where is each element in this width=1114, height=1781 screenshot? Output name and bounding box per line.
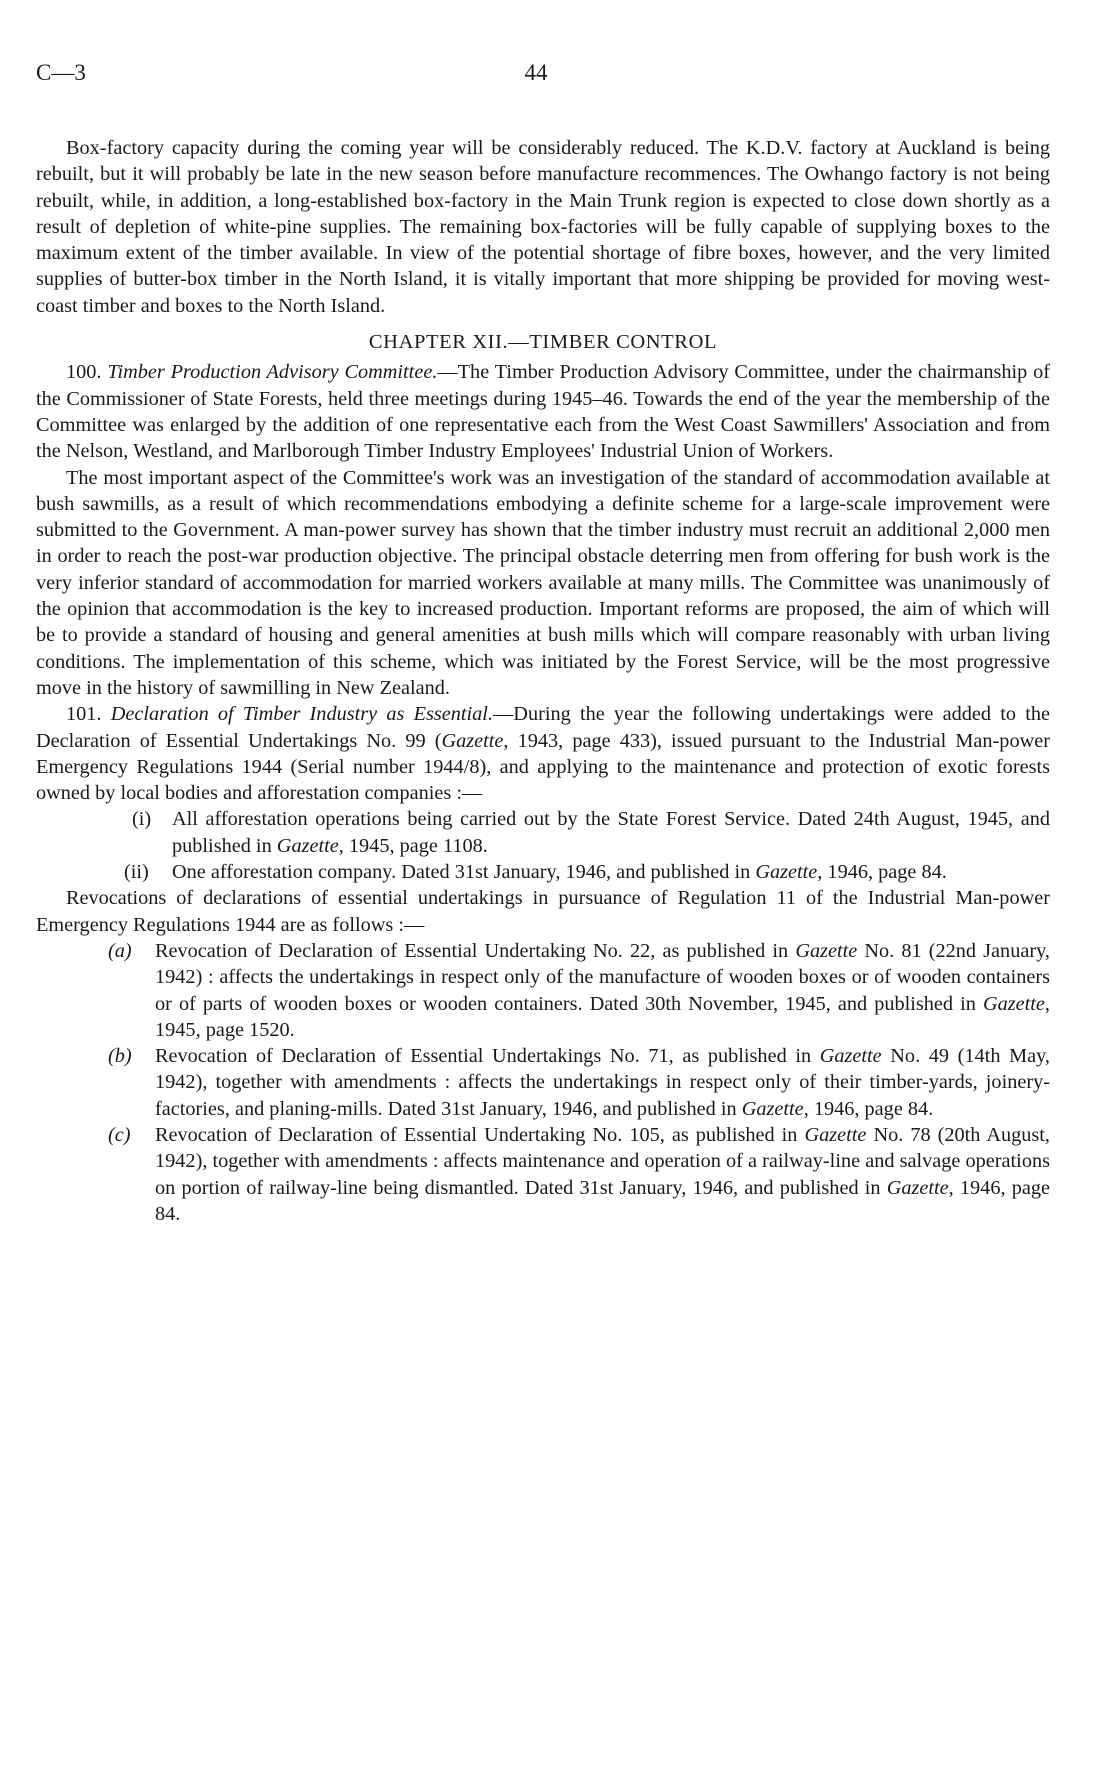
page-number: 44 (524, 60, 548, 85)
section-101-number: 101. (66, 703, 102, 726)
list-item-text: , 1945, page 1108. (338, 834, 488, 857)
gazette-reference: Gazette (819, 1045, 882, 1068)
gazette-reference: Gazette (441, 729, 504, 752)
chapter-heading: CHAPTER XII.—TIMBER CONTROL (368, 331, 718, 354)
opening-paragraph: Box-factory capacity during the coming year will be considerably reduced. The K.D.V. factory at Auckland is being rebuilt, but it will probably be late in the new season before manufacture recommences. The Owhango factory is not being rebuilt, while, in addition, a long-established box-factory in the Main Trunk region is expected to close down shortly as a result of depletion of white-pine supplies. The remaining box-factories will be fully capable of supplying boxes to the maximum extent of the timber available. In view of the potential shortage of fibre boxes, however, and the very limited supplies of butter-box timber in the North Island, it is vitally important that more shipping be provided for moving west-coast timber and boxes to the North Island. (36, 137, 1050, 317)
page-header (36, 60, 1050, 100)
gazette-reference: Gazette (804, 1123, 867, 1146)
list-item (36, 1122, 1050, 1227)
list-item (36, 1043, 1050, 1122)
section-100-text: —The Timber Production Advisory Committee, under the chairmanship of the Commissioner of State Forests, held three meetings during 1945–46. Towards the end of the year the membership of the Committee was enlarged by the addition of one representative each from the West Coast Sawmillers' Association and from the Nelson, Westland, and Marlborough Timber Industry Employees' Industrial Union of Workers. (36, 361, 1050, 463)
list-item-text: Revocation of Declaration of Essential Undertaking No. 105, as published in (155, 1123, 805, 1146)
list-item-text: , 1946, page 84. (803, 1097, 934, 1120)
list-item-text: All afforestation operations being carried out by the State Forest Service. Dated 24th August, 1945, and published in (172, 808, 1050, 857)
list-item-text: Revocation of Declaration of Essential Undertakings No. 71, as published in (155, 1045, 820, 1068)
list-item-label: (b) (108, 1045, 132, 1068)
list-item-text: No. 78 (20th August, 1942), together with amendments : affects maintenance and operation of a railway-line and salvage operations on portion of railway-line being dismantled. Dated 31st January, 1946, and published in (155, 1123, 1050, 1199)
gazette-reference: Gazette (276, 834, 339, 857)
list-item-text: , 1946, page 84. (817, 861, 947, 884)
list-item (36, 859, 1050, 885)
document-reference: C—3 (36, 60, 86, 85)
gazette-reference: Gazette (982, 992, 1045, 1015)
gazette-reference: Gazette (755, 861, 818, 884)
section-101-text-a: —During the year the following undertakings were added to the Declaration of Essential Undertakings No. 99 ( (36, 703, 1050, 752)
gazette-reference: Gazette (741, 1097, 804, 1120)
revocations-intro: Revocations of declarations of essential undertakings in pursuance of Regulation 11 of the Industrial Man-power Emergency Regulations 1944 are as follows :— (36, 887, 1050, 936)
list-item-text: , 1945, page 1520. (155, 992, 1050, 1041)
list-item-text: Revocation of Declaration of Essential Undertaking No. 22, as published in (155, 939, 796, 962)
list-item-label: (c) (108, 1123, 131, 1146)
document-page (36, 60, 1050, 1227)
gazette-reference: Gazette (795, 939, 858, 962)
list-item-text: One afforestation company. Dated 31st January, 1946, and published in (172, 861, 756, 884)
section-100-number: 100. (66, 361, 102, 384)
section-101-text-b: , 1943, page 433), issued pursuant to the Industrial Man-power Emergency Regulations 1944 (Serial number 1944/8), and applying to the maintenance and protection of exotic forests owned by local bodies and afforestation companies :— (36, 729, 1050, 805)
list-item-text: No. 49 (14th May, 1942), together with amendments : affects the undertakings in respect only of their timber-yards, joinery-factories, and planing-mills. Dated 31st January, 1946, and published in (155, 1045, 1050, 1120)
list-item-label: (a) (108, 939, 132, 962)
section-101-title: Declaration of Timber Industry as Essential. (110, 703, 494, 726)
accommodation-paragraph: The most important aspect of the Committee's work was an investigation of the standard of accommodation available at bush sawmills, as a result of which recommendations embodying a definite scheme for a large-scale improvement were submitted to the Government. A man-power survey has shown that the timber industry must recruit an additional 2,000 men in order to reach the post-war production objective. The principal obstacle deterring men from offering for bush work is the very inferior standard of accommodation for married workers available at many mills. The Committee was unanimously of the opinion that accommodation is the key to increased production. Important reforms are proposed, the aim of which will be to provide a standard of housing and general amenities at bush mills which will compare reasonably with urban living conditions. The implementation of this scheme, which was initiated by the Forest Service, will be the most progressive move in the history of sawmilling in New Zealand. (36, 466, 1050, 699)
gazette-reference: Gazette (886, 1176, 949, 1199)
list-item-label: (i) (132, 808, 152, 831)
list-item-text: No. 81 (22nd January, 1942) : affects the undertakings in respect only of the manufacture of wooden boxes or of wooden containers or of parts of wooden boxes or wooden containers. Dated 30th November, 1945, and published in (155, 939, 1050, 1015)
section-100-paragraph (36, 359, 1050, 464)
section-101-paragraph (36, 701, 1050, 806)
list-item (36, 938, 1050, 1043)
list-item-text: , 1946, page 84. (155, 1176, 1050, 1225)
section-100-title: Timber Production Advisory Committee. (107, 361, 438, 384)
list-item (36, 806, 1050, 859)
list-item-label: (ii) (124, 861, 149, 884)
